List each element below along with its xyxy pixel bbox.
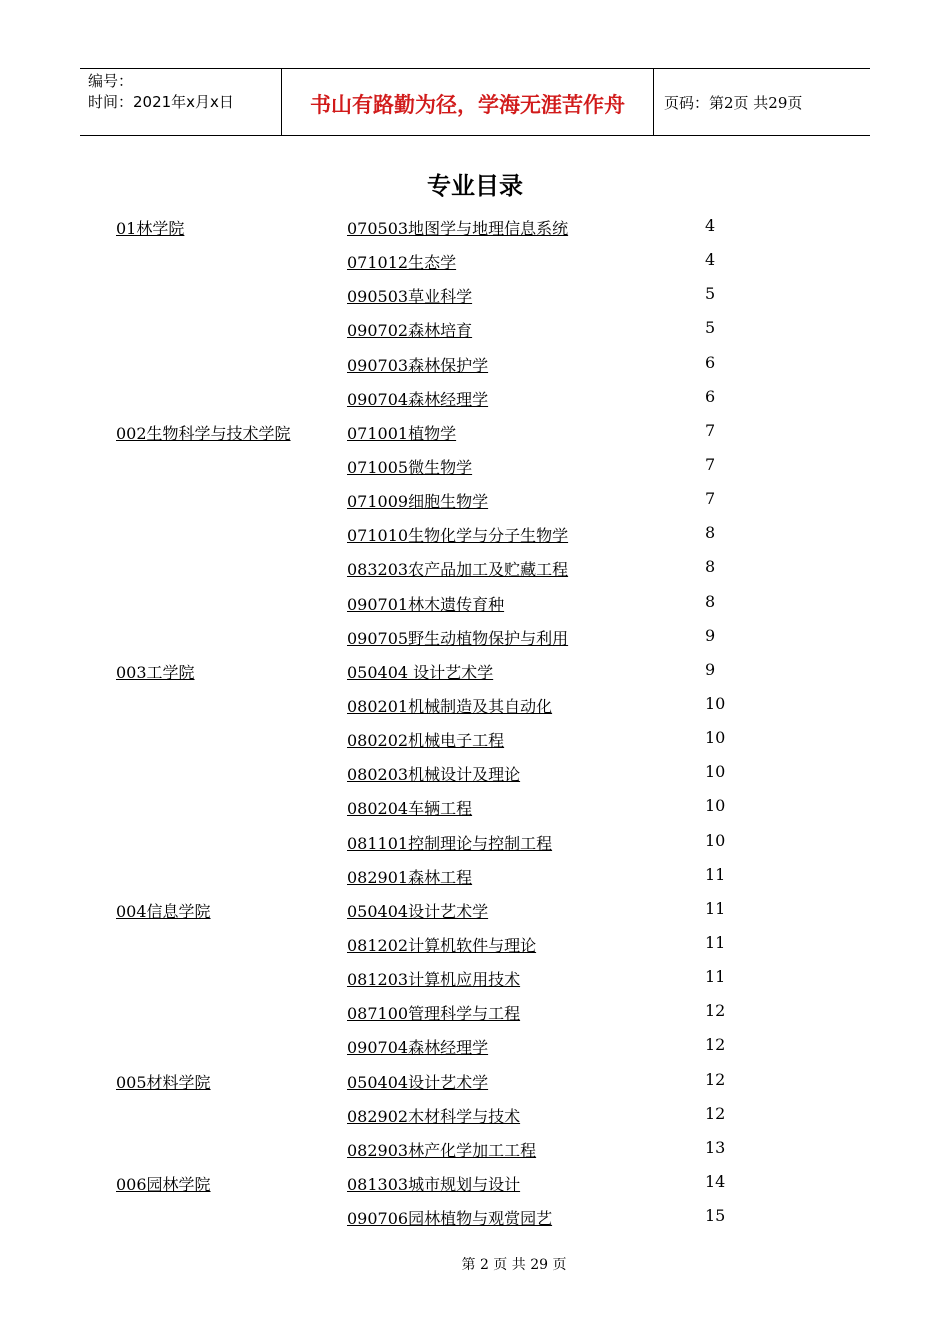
major-link[interactable]: 082902木材科学与技术 — [347, 1106, 521, 1126]
toc-row — [0, 415, 950, 449]
toc-row — [0, 381, 950, 415]
toc-row — [0, 347, 950, 381]
toc-row — [0, 483, 950, 517]
major-link[interactable]: 071001植物学 — [347, 423, 457, 443]
toc-row — [0, 961, 950, 995]
toc-row — [0, 244, 950, 278]
toc-row — [0, 551, 950, 585]
toc-row — [0, 312, 950, 346]
major-link[interactable]: 071009细胞生物学 — [347, 492, 489, 512]
major-link[interactable]: 080203机械设计及理论 — [347, 765, 521, 785]
page-number: 8 — [705, 591, 716, 611]
major-link[interactable]: 090702森林培育 — [347, 321, 473, 341]
page-number: 12 — [705, 1035, 726, 1055]
page-number: 10 — [705, 830, 726, 850]
page-number: 9 — [705, 659, 716, 679]
page-number: 7 — [705, 420, 716, 440]
header-meta — [80, 69, 282, 135]
major-link[interactable]: 087100管理科学与工程 — [347, 1004, 521, 1024]
college-link[interactable]: 004信息学院 — [116, 901, 211, 921]
toc-row — [0, 1166, 950, 1200]
toc-row — [0, 1029, 950, 1063]
college-link[interactable]: 002生物科学与技术学院 — [116, 423, 291, 443]
toc-row — [0, 893, 950, 927]
major-link[interactable]: 050404设计艺术学 — [347, 1072, 489, 1092]
page-number: 10 — [705, 796, 726, 816]
major-link[interactable]: 090703森林保护学 — [347, 355, 489, 375]
major-link[interactable]: 080202机械电子工程 — [347, 731, 505, 751]
toc-row — [0, 756, 950, 790]
page-number: 8 — [705, 557, 716, 577]
page-number: 12 — [705, 1001, 726, 1021]
major-link[interactable]: 083203农产品加工及贮藏工程 — [347, 560, 569, 580]
page-title: 专业目录 — [427, 172, 523, 200]
major-link[interactable]: 090704森林经理学 — [347, 389, 489, 409]
toc-row — [0, 995, 950, 1029]
toc-row — [0, 1200, 950, 1234]
toc-row — [0, 688, 950, 722]
page-number: 13 — [705, 1137, 726, 1157]
major-link[interactable]: 090706园林植物与观赏园艺 — [347, 1209, 553, 1229]
major-link[interactable]: 090503草业科学 — [347, 287, 473, 307]
major-link[interactable]: 082901森林工程 — [347, 867, 473, 887]
header-page-info: 页码：第2页 共29页 — [664, 93, 803, 112]
page-number: 12 — [705, 1103, 726, 1123]
major-link[interactable]: 071010生物化学与分子生物学 — [347, 526, 569, 546]
page-number: 11 — [705, 967, 726, 987]
major-link[interactable]: 082903林产化学加工工程 — [347, 1140, 537, 1160]
page-number: 10 — [705, 693, 726, 713]
toc-row — [0, 1132, 950, 1166]
college-link[interactable]: 01林学院 — [116, 219, 185, 238]
page-number: 14 — [705, 1171, 726, 1191]
page-number: 6 — [705, 386, 716, 406]
toc-row — [0, 449, 950, 483]
time-label: 时间：2021年x月x日 — [88, 93, 234, 111]
page-number: 8 — [705, 523, 716, 543]
page-footer: 第 2 页 共 29 页 — [461, 1257, 567, 1273]
major-link[interactable]: 070503地图学与地理信息系统 — [347, 219, 569, 238]
toc-row — [0, 620, 950, 654]
page-number: 11 — [705, 898, 726, 918]
page-header — [80, 68, 870, 136]
toc-row — [0, 927, 950, 961]
page-number: 11 — [705, 932, 726, 952]
toc-row — [0, 1098, 950, 1132]
toc-row — [0, 722, 950, 756]
college-link[interactable]: 006园林学院 — [116, 1174, 211, 1194]
page-number: 7 — [705, 454, 716, 474]
page-number: 12 — [705, 1069, 726, 1089]
toc-row — [0, 278, 950, 312]
number-label: 编号： — [88, 72, 134, 90]
table-of-contents — [0, 210, 950, 1234]
major-link[interactable]: 090701林木遗传育种 — [347, 594, 505, 614]
toc-row — [0, 1064, 950, 1098]
toc-row — [0, 825, 950, 859]
toc-row — [0, 586, 950, 620]
toc-row — [0, 517, 950, 551]
major-link[interactable]: 071005微生物学 — [347, 457, 473, 477]
toc-row — [0, 859, 950, 893]
major-link[interactable]: 080204车辆工程 — [347, 799, 473, 819]
college-link[interactable]: 003工学院 — [116, 662, 195, 682]
major-link[interactable]: 090704森林经理学 — [347, 1038, 489, 1058]
college-link[interactable]: 005材料学院 — [116, 1072, 211, 1092]
major-link[interactable]: 081203计算机应用技术 — [347, 970, 521, 990]
toc-row — [0, 790, 950, 824]
page-number: 9 — [705, 625, 716, 645]
header-motto: 书山有路勤为径，学海无涯苦作舟 — [282, 69, 654, 135]
page-number: 15 — [705, 1206, 726, 1226]
major-link[interactable]: 090705野生动植物保护与利用 — [347, 628, 569, 648]
page-number: 5 — [705, 284, 716, 304]
page-number: 10 — [705, 762, 726, 782]
page-number: 11 — [705, 864, 726, 884]
major-link[interactable]: 050404设计艺术学 — [347, 901, 489, 921]
major-link[interactable]: 071012生态学 — [347, 253, 457, 273]
page-number: 6 — [705, 352, 716, 372]
major-link[interactable]: 080201机械制造及其自动化 — [347, 696, 553, 716]
major-link[interactable]: 081202计算机软件与理论 — [347, 935, 537, 955]
major-link[interactable]: 050404 设计艺术学 — [347, 662, 494, 682]
major-link[interactable]: 081101控制理论与控制工程 — [347, 833, 553, 853]
page-number: 4 — [705, 216, 716, 235]
page-number: 10 — [705, 728, 726, 748]
page-number: 7 — [705, 489, 716, 509]
page-number: 4 — [705, 250, 716, 270]
toc-row — [0, 654, 950, 688]
page-number: 5 — [705, 318, 716, 338]
toc-row — [0, 210, 950, 244]
major-link[interactable]: 081303城市规划与设计 — [347, 1174, 521, 1194]
